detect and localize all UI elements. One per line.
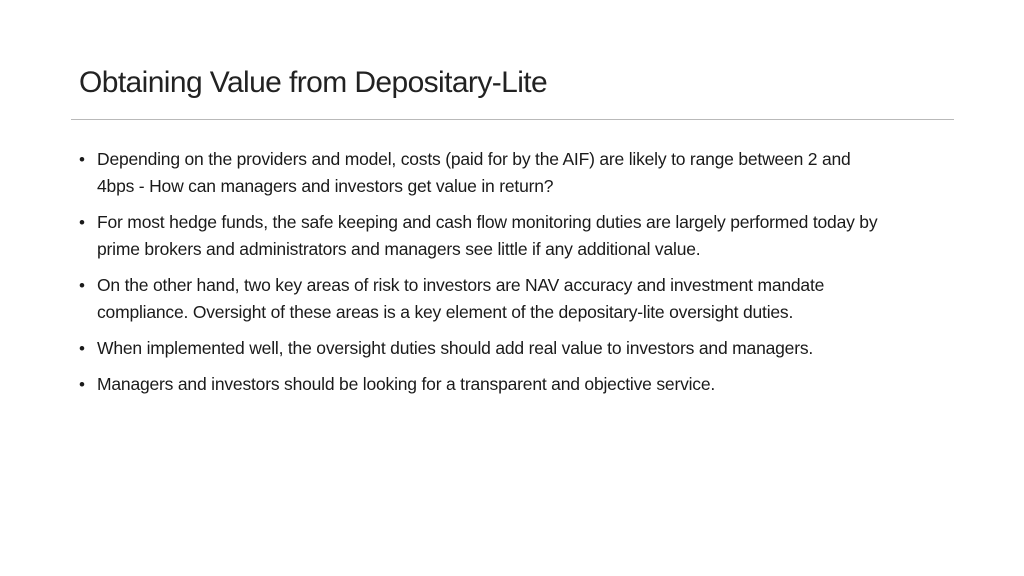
bullet-item <box>79 209 879 263</box>
bullet-text: When implemented well, the oversight duties should add real value to investors and managers. <box>97 338 814 358</box>
bullet-dot-icon: • <box>79 276 85 295</box>
bullet-item <box>79 146 879 200</box>
bullet-text: On the other hand, two key areas of risk to investors are NAV accuracy and investment mandate compliance. Oversight of these areas is a key element of the depositary-lite oversight duties. <box>97 275 825 322</box>
bullet-text: Depending on the providers and model, costs (paid for by the AIF) are likely to range between 2 and 4bps - How can managers and investors get value in return? <box>97 149 851 196</box>
bullet-text: Managers and investors should be looking for a transparent and objective service. <box>97 374 716 394</box>
bullet-item <box>79 335 879 362</box>
slide-title: Obtaining Value from Depositary-Lite <box>79 66 548 99</box>
bullet-dot-icon: • <box>79 213 85 232</box>
bullet-item <box>79 371 879 398</box>
bullet-dot-icon: • <box>79 150 85 169</box>
bullet-item <box>79 272 879 326</box>
bullet-list <box>79 146 879 407</box>
bullet-text: For most hedge funds, the safe keeping and cash flow monitoring duties are largely performed today by prime brokers and administrators and managers see little if any additional value. <box>97 212 878 259</box>
title-divider <box>71 119 954 120</box>
bullet-dot-icon: • <box>79 339 85 358</box>
bullet-dot-icon: • <box>79 375 85 394</box>
